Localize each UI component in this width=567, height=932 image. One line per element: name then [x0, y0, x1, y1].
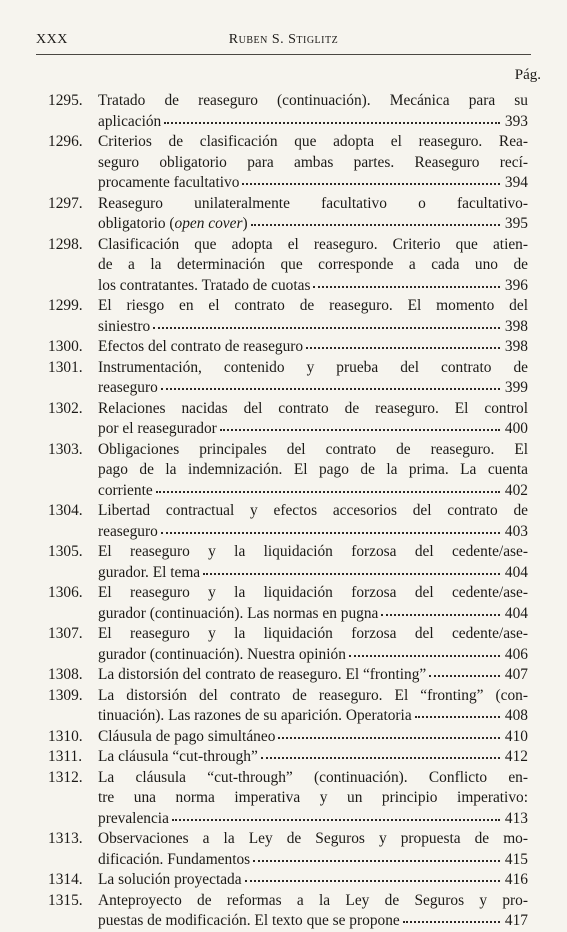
entry-final-text: dificación. Fundamentos: [98, 850, 251, 868]
entry-number: 1297.: [48, 194, 83, 212]
entry-title-line: El reaseguro y la liquidación forzosa del cedente/ase-: [98, 543, 528, 560]
dot-leader: [156, 480, 500, 493]
toc-entry: [48, 891, 528, 932]
entry-number: 1310.: [48, 727, 83, 745]
table-of-contents: [48, 91, 528, 932]
dot-leader: [220, 418, 500, 431]
dot-leader: [381, 603, 500, 616]
dot-leader: [161, 521, 500, 534]
entry-page-number: 404: [504, 563, 528, 581]
entry-final-text-part: obligatorio (: [98, 215, 175, 232]
entry-page-number: 403: [504, 522, 528, 540]
entry-number: 1307.: [48, 625, 83, 642]
entry-title-line: Instrumentación, contenido y prueba del contrato de: [98, 358, 528, 376]
toc-entry: [48, 235, 528, 297]
toc-entry: [48, 132, 528, 194]
dot-leader: [153, 316, 500, 329]
entry-number: 1312.: [48, 768, 83, 786]
entry-italic-term: open cover: [174, 215, 243, 232]
entry-title-line: Relaciones nacidas del contrato de reaseguro. El control: [98, 399, 528, 417]
dot-leader: [306, 336, 500, 349]
entry-final-text: La cláusula “cut-through”: [98, 748, 258, 765]
toc-entry: [48, 583, 528, 624]
dot-leader: [261, 746, 500, 759]
toc-entry: [48, 194, 528, 235]
entry-final-line: [98, 112, 528, 133]
entry-final-line: [98, 522, 528, 543]
entry-final-text: aplicación: [98, 112, 162, 130]
dot-leader: [403, 910, 500, 923]
dot-leader: [253, 849, 500, 862]
entry-number: 1305.: [48, 543, 83, 560]
toc-entry: [48, 829, 528, 870]
entry-final-text: gurador (continuación). Las normas en pugna: [98, 604, 379, 622]
entry-final-line: [98, 809, 528, 830]
entry-page-number: 394: [504, 174, 528, 191]
toc-entry: [48, 624, 528, 665]
entry-title: [98, 91, 528, 132]
toc-entry: [48, 440, 528, 502]
entry-title: [98, 624, 528, 665]
entry-final-text: los contratantes. Tratado de cuotas: [98, 276, 311, 294]
entry-final-text: prevalencia: [98, 809, 169, 827]
entry-page-number: 407: [504, 666, 528, 683]
toc-entry: [48, 91, 528, 132]
entry-number: 1298.: [48, 235, 83, 253]
entry-final-text: por el reasegurador: [98, 420, 217, 437]
dot-leader: [161, 377, 500, 390]
entry-number: 1315.: [48, 891, 83, 909]
dot-leader: [242, 172, 500, 185]
toc-entry: [48, 337, 528, 358]
entry-final-text: reaseguro: [98, 522, 158, 540]
entry-final-line: [98, 276, 528, 297]
entry-number: 1308.: [48, 666, 83, 683]
entry-final-line: [98, 645, 528, 666]
entry-title: [98, 235, 528, 297]
entry-title: [98, 194, 528, 235]
entry-title: [98, 440, 528, 502]
page-column-label: Pág.: [514, 67, 541, 83]
entry-final-line: [98, 317, 528, 338]
entry-number: 1314.: [48, 871, 83, 888]
entry-title: [98, 337, 528, 358]
toc-entry: [48, 358, 528, 399]
entry-final-line: [98, 337, 528, 358]
running-header: [36, 30, 531, 55]
entry-title-line: Tratado de reaseguro (continuación). Mecánica para su: [98, 92, 528, 109]
entry-final-text: Cláusula de pago simultáneo: [98, 727, 276, 745]
entry-final-line: [98, 419, 528, 440]
entry-title-line: El reaseguro y la liquidación forzosa del cedente/ase-: [98, 625, 528, 642]
entry-page-number: 412: [504, 748, 528, 765]
dot-leader: [172, 808, 500, 821]
dot-leader: [415, 705, 500, 718]
entry-number: 1302.: [48, 399, 83, 417]
entry-final-text: [98, 214, 248, 235]
entry-title: [98, 829, 528, 870]
entry-page-number: 395: [504, 215, 528, 232]
toc-entry: [48, 542, 528, 583]
entry-title-line: El riesgo en el contrato de reaseguro. El momento del: [98, 297, 528, 314]
entry-title: [98, 542, 528, 583]
entry-final-text-part: ): [242, 215, 248, 232]
entry-final-text: gurador (continuación). Nuestra opinión: [98, 645, 346, 663]
entry-final-line: [98, 747, 528, 768]
entry-number: 1300.: [48, 338, 83, 355]
entry-final-text: reaseguro: [98, 379, 158, 396]
entry-page-number: 398: [504, 317, 528, 335]
entry-title: [98, 399, 528, 440]
entry-title-line: seguro obligatorio para ambas partes. Reaseguro recí-: [98, 153, 528, 171]
entry-title: [98, 358, 528, 399]
entry-page-number: 417: [504, 912, 528, 929]
entry-title-line: tre una norma imperativa y un principio imperativo:: [98, 789, 528, 806]
entry-page-number: 413: [504, 809, 528, 827]
entry-final-line: [98, 481, 528, 502]
header-page-number: XXX: [36, 32, 68, 47]
entry-number: 1301.: [48, 358, 83, 376]
entry-page-number: 400: [504, 420, 528, 437]
entry-title: [98, 686, 528, 727]
entry-page-number: 396: [504, 276, 528, 294]
entry-title-line: Criterios de clasificación que adopta el reaseguro. Rea-: [98, 133, 528, 150]
dot-leader: [245, 869, 500, 882]
entry-final-line: [98, 173, 528, 194]
entry-page-number: 399: [504, 379, 528, 396]
entry-final-text: puestas de modificación. El texto que se propone: [98, 912, 400, 929]
entry-final-line: [98, 911, 528, 932]
entry-title: [98, 583, 528, 624]
entry-final-line: [98, 706, 528, 727]
dot-leader: [349, 644, 500, 657]
entry-number: 1295.: [48, 92, 83, 109]
entry-title: [98, 747, 528, 768]
entry-title: [98, 132, 528, 194]
toc-entry: [48, 399, 528, 440]
entry-title-line: Anteproyecto de reformas a la Ley de Seguros y pro-: [98, 891, 528, 909]
dot-leader: [429, 664, 500, 677]
entry-final-line: [98, 850, 528, 871]
toc-entry: [48, 686, 528, 727]
dot-leader: [164, 111, 500, 124]
entry-title-line: La distorsión del contrato de reaseguro. El “fronting” (con-: [98, 686, 528, 704]
entry-final-text: Efectos del contrato de reaseguro: [98, 338, 304, 355]
entry-final-text: gurador. El tema: [98, 563, 201, 581]
entry-final-text: tinuación). Las razones de su aparición. Operatoria: [98, 707, 412, 724]
toc-entry: [48, 870, 528, 891]
entry-number: 1303.: [48, 440, 83, 458]
entry-number: 1296.: [48, 133, 83, 150]
entry-page-number: 408: [504, 707, 528, 724]
entry-final-line: [98, 214, 528, 235]
dot-leader: [278, 726, 500, 739]
toc-entry: [48, 768, 528, 830]
entry-title: [98, 501, 528, 542]
header-author: Ruben S. Stiglitz: [228, 32, 339, 47]
entry-final-line: [98, 563, 528, 584]
entry-title-line: Obligaciones principales del contrato de reaseguro. El: [98, 440, 528, 458]
toc-entry: [48, 747, 528, 768]
entry-final-text: procamente facultativo: [98, 174, 240, 191]
toc-entry: [48, 727, 528, 748]
entry-page-number: 402: [504, 481, 528, 499]
entry-title-line: Libertad contractual y efectos accesorios del contrato de: [98, 502, 528, 519]
entry-title-line: pago de la indemnización. El pago de la prima. La cuenta: [98, 461, 528, 478]
entry-title-line: Clasificación que adopta el reaseguro. Criterio que atien-: [98, 235, 528, 253]
entry-title: [98, 665, 528, 686]
entry-title-line: El reaseguro y la liquidación forzosa del cedente/ase-: [98, 584, 528, 601]
entry-page-number: 410: [504, 727, 528, 745]
entry-number: 1311.: [48, 748, 83, 765]
entry-title: [98, 296, 528, 337]
toc-entry: [48, 501, 528, 542]
entry-number: 1299.: [48, 297, 83, 314]
entry-final-text: La distorsión del contrato de reaseguro. El “fronting”: [98, 666, 427, 683]
entry-final-line: [98, 604, 528, 625]
entry-page-number: 404: [504, 604, 528, 622]
entry-final-line: [98, 870, 528, 891]
dot-leader: [251, 213, 500, 226]
entry-final-text: La solución proyectada: [98, 871, 242, 888]
entry-title: [98, 870, 528, 891]
entry-number: 1304.: [48, 502, 83, 519]
entry-final-line: [98, 727, 528, 748]
entry-number: 1313.: [48, 830, 83, 847]
entry-title-line: Observaciones a la Ley de Seguros y propuesta de mo-: [98, 830, 528, 847]
entry-page-number: 393: [504, 112, 528, 130]
dot-leader: [313, 275, 500, 288]
entry-title-line: de a la determinación que corresponde a cada uno de: [98, 256, 528, 273]
entry-final-text: corriente: [98, 481, 153, 499]
entry-title: [98, 891, 528, 932]
entry-page-number: 415: [504, 850, 528, 868]
entry-page-number: 416: [504, 871, 528, 888]
entry-number: 1309.: [48, 686, 83, 704]
entry-page-number: 406: [504, 645, 528, 663]
entry-title: [98, 768, 528, 830]
entry-page-number: 398: [504, 338, 528, 355]
toc-entry: [48, 665, 528, 686]
entry-title-line: La cláusula “cut-through” (continuación). Conflicto en-: [98, 768, 528, 786]
entry-final-text: siniestro: [98, 317, 151, 335]
entry-title-line: Reaseguro unilateralmente facultativo o facultativo-: [98, 194, 528, 212]
dot-leader: [203, 562, 500, 575]
entry-final-line: [98, 665, 528, 686]
entry-number: 1306.: [48, 584, 83, 601]
toc-entry: [48, 296, 528, 337]
entry-title: [98, 727, 528, 748]
entry-final-line: [98, 378, 528, 399]
